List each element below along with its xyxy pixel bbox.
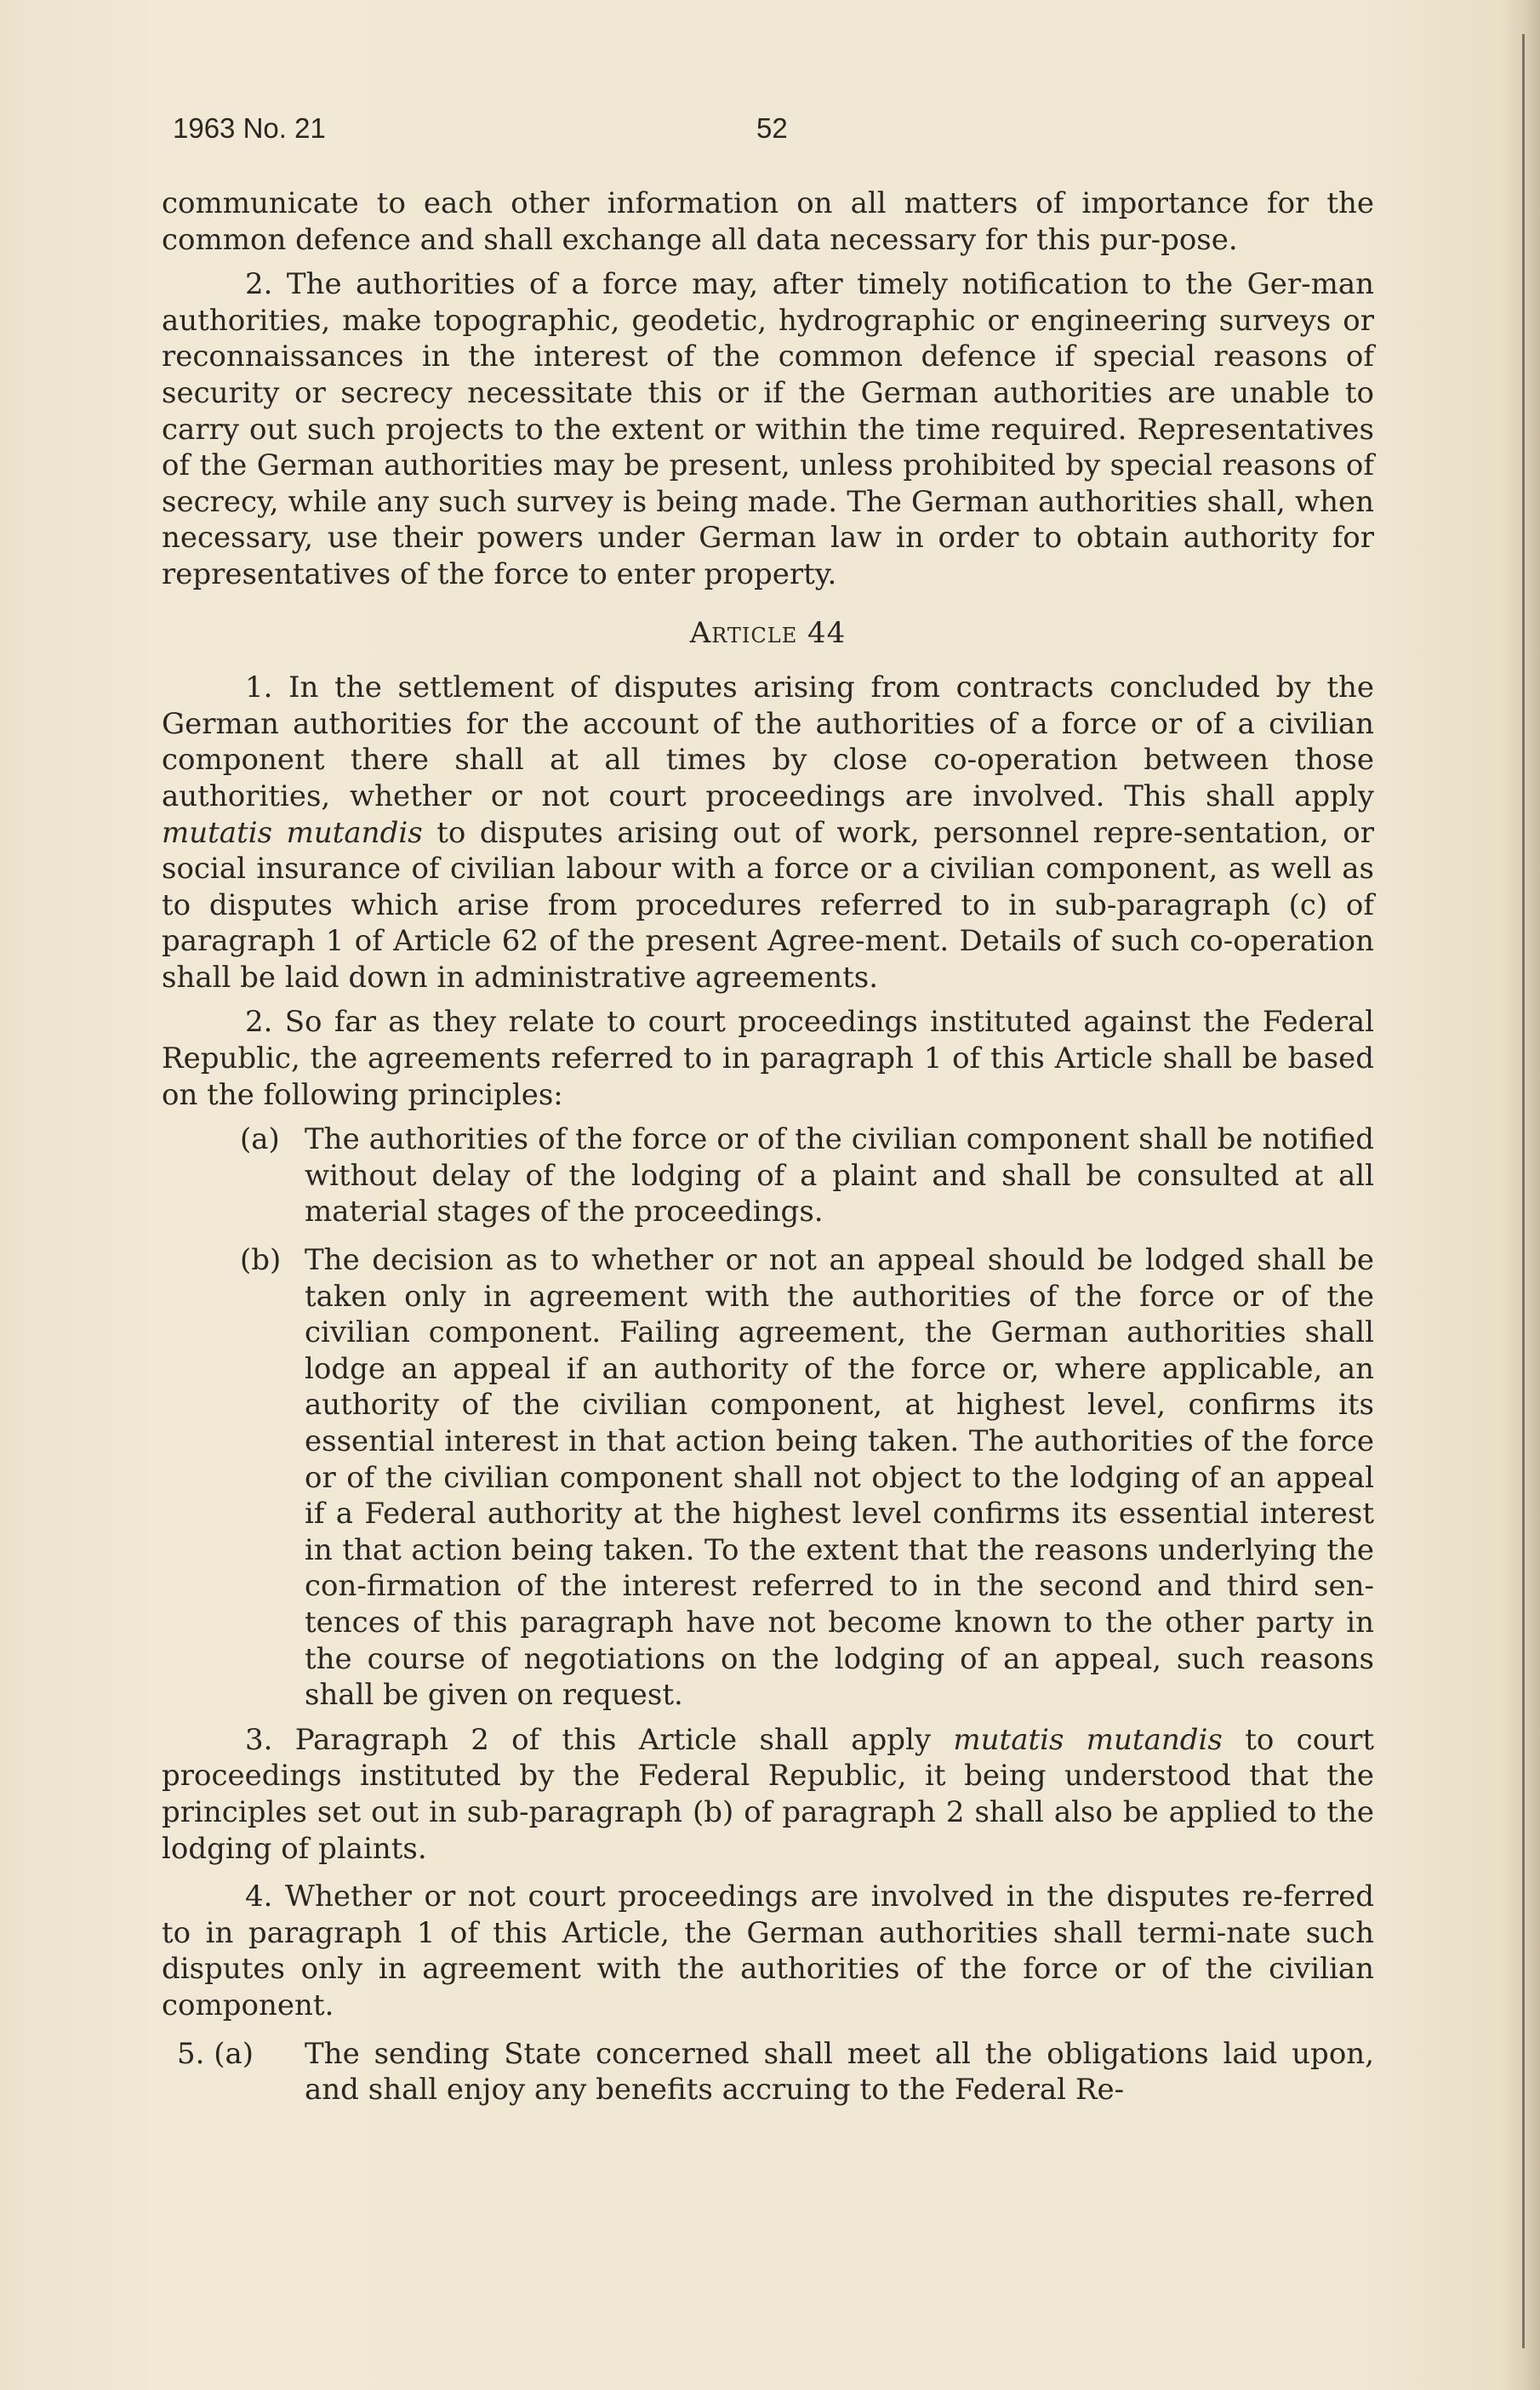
paragraph-2-previous-article: 2. The authorities of a force may, after timely notification to the Ger-man authorities, make topographic, geodetic, hydrographic or engineering surveys or reconnaissances in the interest of the common defence if special reasons of security or secrecy necessitate this or if the German authorities are unable to carry out such projects to the extent or within the time required. Representatives of the German authorities may be present, unless prohibited by special reasons of secrecy, while any such survey is being made. The German authorities shall, when necessary, use their powers under German law in order to obtain authority for representatives of the force to enter property. (162, 267, 1374, 591)
page-number: 52 (756, 112, 788, 144)
paragraph-5a-text: The sending State concerned shall meet all the obligations laid upon, and shall enjoy any benefits accruing to the Federal Re- (305, 2036, 1374, 2108)
subparagraph-a-label: (a) (240, 1122, 280, 1157)
p3-end: to court proceedings instituted by the Federal Republic, it being understood that the principles set out in sub-paragraph (b) of paragraph 2 shall also be applied to the lodging of plaints. (162, 1722, 1374, 1866)
year-and-number: 1963 No. 21 (173, 112, 326, 144)
article-44-paragraph-4: 4. Whether or not court proceedings are involved in the disputes re-ferred to in paragraph 1 of this Article, the German authorities shall termi-nate such disputes only in agreement with the authorities of the force or of the civilian component. (162, 1879, 1374, 2022)
subparagraph-a (162, 1121, 1374, 1230)
subparagraph-b-label: (b) (240, 1243, 282, 1278)
article-44-paragraph-1 (162, 670, 1374, 995)
p1-italic: mutatis mutandis (162, 815, 423, 850)
page-binding-edge (1522, 34, 1525, 2348)
p1-end: to disputes arising out of work, personnel repre-sentation, or social insurance of civilian labour with a force or a civilian component, as well as to disputes which arise from procedures referred to in sub-paragraph (c) of paragraph 1 of Article 62 of the present Agree-ment. Details of such co-operation shall be laid down in administrative agreements. (162, 815, 1374, 995)
p3-start: 3. Paragraph 2 of this Article shall apply (245, 1722, 954, 1757)
document-body (162, 185, 1374, 2108)
subparagraph-a-text: The authorities of the force or of the civilian component shall be notified without delay of the lodging of a plaint and shall be consulted at all material stages of the proceedings. (305, 1122, 1374, 1229)
paragraph-5a-label: 5. (a) (177, 2036, 254, 2071)
article-44-paragraph-5 (162, 2036, 1374, 2108)
page-header (173, 112, 788, 155)
subparagraph-b (162, 1242, 1374, 1714)
subparagraph-b-text: The decision as to whether or not an appeal should be lodged shall be taken only in agreement with the authorities of the force or of the civilian component. Failing agreement, the German authorities shall lodge an appeal if an authority of the force or, where applicable, an authority of the civilian component, at highest level, confirms its essential interest in that action being taken. The authorities of the force or of the civilian component shall not object to the lodging of an appeal if a Federal authority at the highest level confirms its essential interest in that action being taken. To the extent that the reasons underlying the con-firmation of the interest referred to in the second and third sen-tences of this paragraph have not become known to the other party in the course of negotiations on the lodging of an appeal, such reasons shall be given on request. (305, 1243, 1374, 1713)
article-44-paragraph-2: 2. So far as they relate to court proceedings instituted against the Federal Republic, the agreements referred to in paragraph 1 of this Article shall be based on the following principles: (162, 1005, 1374, 1112)
p3-italic: mutatis mutandis (953, 1722, 1223, 1757)
p1-start: 1. In the settlement of disputes arising from contracts concluded by the German authorities for the account of the authorities of a force or of a civilian component there shall at all times by close co-operation between those authorities, whether or not court proceedings are involved. This shall apply (162, 670, 1374, 813)
intro-continuation: communicate to each other information on all matters of importance for the common defence and shall exchange all data necessary for this pur-pose. (162, 186, 1374, 257)
page-edge-shadow (1503, 0, 1540, 2390)
article-heading: Article 44 (689, 615, 847, 650)
article-44-paragraph-3 (162, 1722, 1374, 1867)
